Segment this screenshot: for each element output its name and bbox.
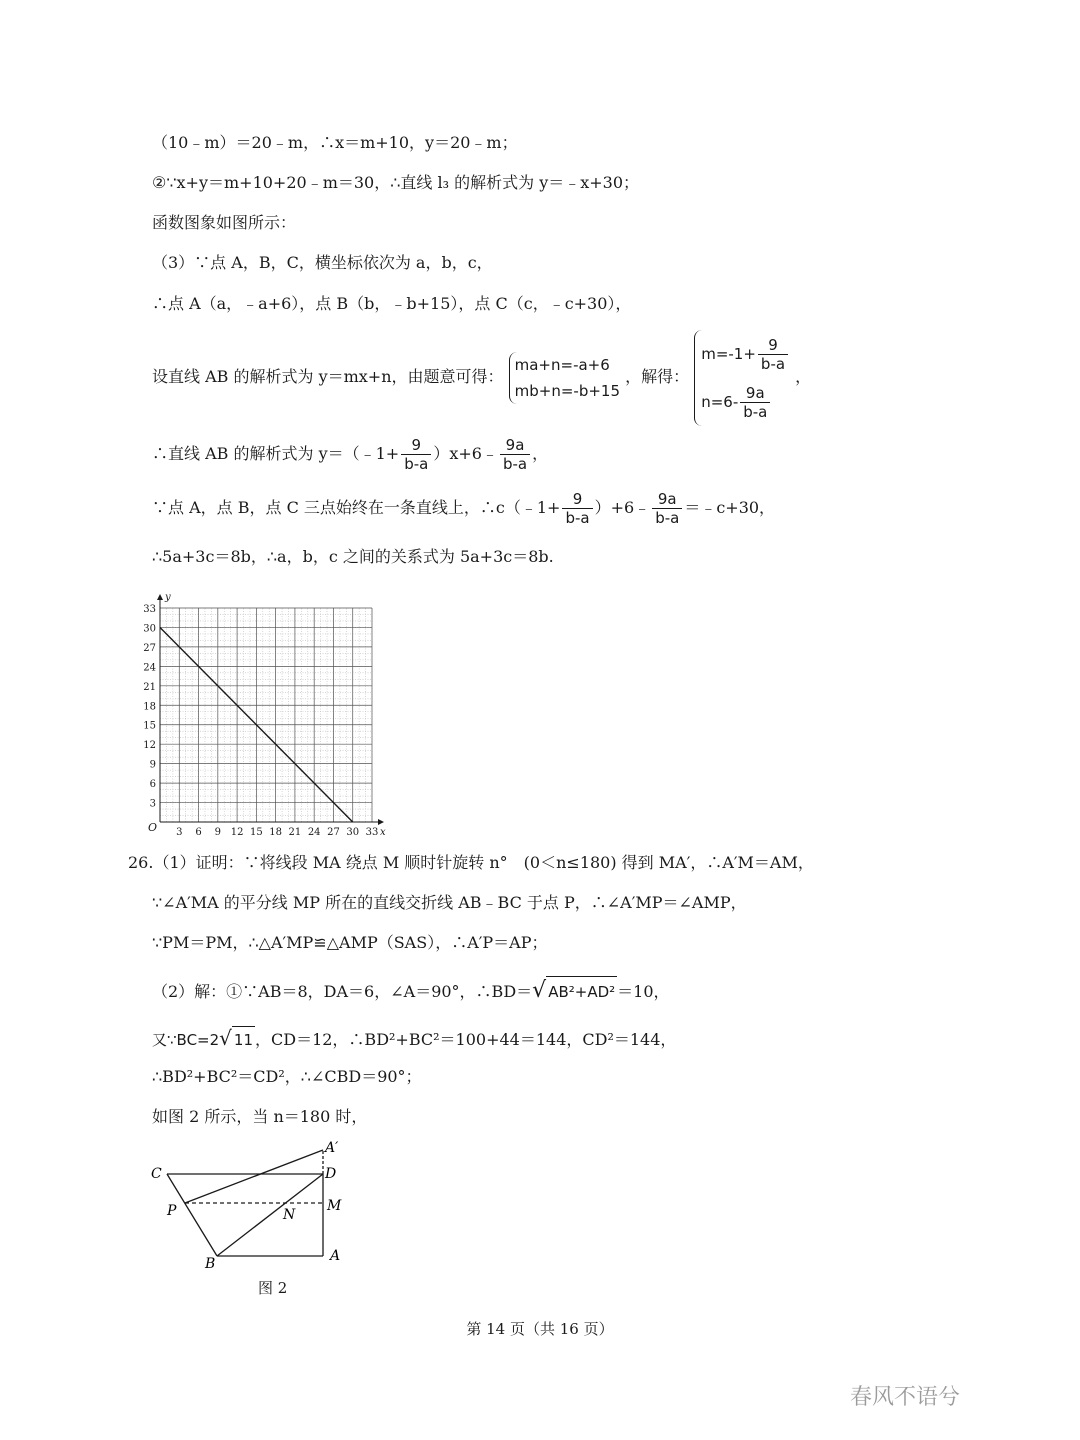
y-tick-label: 3 [149, 798, 156, 810]
y-axis-arrow [157, 594, 163, 600]
x-axis-arrow [378, 819, 384, 825]
line7-end: ， [532, 444, 549, 463]
label-A: A [330, 1248, 341, 1264]
numerator: 9 [401, 436, 431, 455]
y-tick-label: 6 [149, 779, 156, 791]
origin-label: O [147, 821, 157, 834]
x-tick-label: 27 [327, 827, 340, 838]
y-tick-label: 9 [149, 759, 156, 771]
problem-26-line-1: 26.（1）证明：∵将线段 MA 绕点 M 顺时针旋转 n° (0＜n≤180) 得到 MA′，∴A′M＝AM， [128, 853, 814, 872]
problem-26-line-6: ∴BD²+BC²＝CD²，∴∠CBD＝90°； [152, 1067, 422, 1086]
watermark: 春风不语兮 [850, 1385, 961, 1410]
denominator: b-a [655, 509, 680, 527]
solution-line-4: （3）∵点 A，B，C，横坐标依次为 a，b，c， [152, 253, 493, 272]
label-P: P [167, 1203, 177, 1219]
label-C: C [151, 1166, 162, 1182]
x-tick-label: 15 [249, 827, 263, 838]
y-tick-label: 15 [143, 720, 156, 732]
numerator: 9 [562, 490, 592, 509]
numerator: 9 [758, 336, 788, 355]
line8-mid: ）+6﹣ [594, 498, 651, 517]
x-tick-label: 6 [195, 827, 202, 838]
line7-prefix: ∴直线 AB 的解析式为 y＝（﹣1+ [152, 444, 400, 463]
problem-26-line-5 [152, 1025, 676, 1053]
line6-end: ， [795, 367, 812, 386]
line4-prefix: （2）解：①∵AB＝8，DA＝6，∠A＝90°，∴BD＝ [152, 982, 533, 1001]
y-axis-label: y [165, 592, 171, 603]
segment-PA-prime [185, 1150, 323, 1203]
label-N: N [283, 1207, 296, 1223]
label-B: B [205, 1256, 216, 1272]
solution-line-1: （10﹣m）＝20﹣m，∴x＝m+10，y＝20﹣m； [152, 133, 518, 152]
sqrt-sign: √ [532, 978, 547, 1003]
n-solution [701, 378, 790, 426]
y-tick-label: 30 [143, 623, 156, 635]
equation-system [509, 352, 620, 404]
y-tick-label: 12 [143, 740, 156, 752]
solution-line-7 [152, 432, 548, 476]
line8-end: ＝﹣c+30， [684, 498, 776, 517]
numerator: 9a [652, 490, 682, 509]
sqrt-content: AB²+AD² [546, 976, 617, 1007]
line7-mid: ）x+6﹣ [433, 444, 498, 463]
x-tick-label: 24 [307, 827, 321, 838]
problem-26-line-7: 如图 2 所示，当 n＝180 时， [152, 1107, 368, 1126]
line6-mid: ，解得： [625, 367, 690, 386]
equation-1: ma+n=-a+6 [514, 355, 610, 374]
numerator: 9a [500, 436, 530, 455]
solution-line-6 [152, 325, 811, 429]
fraction [740, 384, 770, 421]
x-tick-label: 30 [346, 827, 360, 838]
solution-line-3: 函数图象如图所示： [152, 213, 297, 232]
problem-26-line-2: ∵∠A′MA 的平分线 MP 所在的直线交折线 AB﹣BC 于点 P，∴∠A′MP＝∠AMP， [152, 893, 747, 912]
line6-prefix: 设直线 AB 的解析式为 y＝mx+n，由题意可得： [152, 367, 504, 386]
label-D: D [325, 1166, 337, 1182]
problem-26-line-4 [152, 976, 670, 1007]
x-tick-label: 12 [230, 827, 244, 838]
x-tick-label: 21 [288, 827, 302, 838]
function-graph [138, 580, 398, 840]
x-tick-label: 9 [214, 827, 222, 838]
solution-system [694, 330, 790, 426]
fraction [652, 490, 682, 527]
m-prefix: m=-1+ [701, 344, 756, 363]
x-tick-label: 18 [269, 827, 283, 838]
x-axis-label: x [380, 827, 386, 838]
figure-2 [145, 1136, 365, 1276]
y-tick-label: 27 [143, 642, 156, 654]
x-tick-label: 33 [365, 827, 379, 838]
line5-end: ，CD＝12，∴BD²+BC²＝100+44＝144，CD²＝144， [255, 1030, 677, 1049]
solution-line-5: ∴点 A（a，﹣a+6），点 B（b，﹣b+15），点 C（c，﹣c+30）， [152, 294, 632, 313]
denominator: b-a [760, 354, 786, 373]
fraction [500, 436, 530, 473]
label-M: M [327, 1198, 342, 1214]
label-A-prime: A′ [325, 1140, 339, 1156]
solution-line-9: ∴5a+3c＝8b，∴a，b，c 之间的关系式为 5a+3c＝8b. [152, 547, 554, 566]
solution-line-8 [152, 486, 775, 530]
y-tick-label: 24 [143, 662, 156, 674]
y-tick-label: 18 [143, 701, 156, 713]
problem-26-line-3: ∵PM＝PM，∴△A′MP≌△AMP（SAS），∴A′P＝AP； [152, 933, 548, 952]
denominator: b-a [404, 455, 429, 473]
x-tick-label: 3 [176, 827, 183, 838]
sqrt-content: 11 [232, 1026, 255, 1053]
segment-BD [217, 1174, 323, 1256]
fraction [758, 336, 788, 373]
fraction [401, 436, 431, 473]
solution-line-2: ②∵x+y＝m+10+20﹣m＝30，∴直线 l₃ 的解析式为 y＝﹣x+30； [152, 173, 640, 192]
denominator: b-a [743, 402, 768, 421]
y-tick-label: 33 [143, 604, 156, 615]
numerator: 9a [740, 384, 770, 403]
y-tick-label: 21 [143, 681, 156, 693]
line4-end: ＝10， [617, 982, 670, 1001]
denominator: b-a [502, 455, 528, 473]
sqrt-sign: √ [219, 1026, 232, 1050]
line5-prefix: 又∵BC=2 [152, 1031, 220, 1049]
denominator: b-a [565, 509, 590, 527]
line8-prefix: ∵点 A，点 B，点 C 三点始终在一条直线上，∴c（﹣1+ [152, 498, 561, 517]
equation-2: mb+n=-b+15 [514, 381, 620, 400]
figure-2-caption: 图 2 [258, 1279, 288, 1297]
page-footer: 第 14 页（共 16 页） [466, 1320, 614, 1338]
fraction [562, 490, 592, 527]
n-prefix: n=6- [701, 392, 739, 411]
m-solution [701, 330, 790, 378]
